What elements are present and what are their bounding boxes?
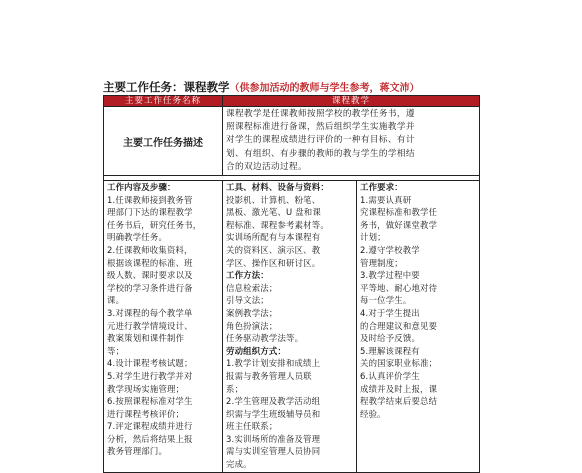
requirement-line: 及时给予反馈。 [360,333,421,344]
organization-list [226,357,354,470]
work-step-line: 教学现场实施管理； [107,383,185,394]
details-row [104,181,480,473]
organization-line: 2.学生管理及教学活动组 [226,396,321,407]
description-line: 照课程标准进行备课，然后组织学生实施教学并 [226,122,415,133]
requirement-line: 1.需要认真研 [360,194,412,205]
requirement-line: 4.对于学生提出 [360,307,420,318]
requirement-line: 5.理解该课程有 [360,345,420,356]
method-line: 案例教学法； [226,307,278,318]
work-step-line: 6.按照课程标准对学生 [107,396,193,407]
work-step-line: 分析，然后将结果上报 [107,433,193,444]
work-step-line: 任务书后，研究任务书， [107,219,202,230]
tools-line: 程标准、课程参考素材等。 [226,219,329,230]
organization-line: 完成。 [226,459,252,470]
work-step-line: 4.设计课程考核试题； [107,358,193,369]
tools-line: 关的资料区、演示区、教 [226,244,321,255]
organization-line: 3.实训场所的准备及管理 [226,433,321,444]
requirement-line: 经验。 [360,408,386,419]
organization-line: 织需与学生班级辅导员和 [226,408,321,419]
work-step-line: 2.任课教师收集资料， [107,244,193,255]
description-line: 合的双边活动过程。 [226,161,307,172]
method-line: 任务驱动教学法等。 [226,333,304,344]
tools-line: 投影机、计算机、粉笔、 [226,194,321,205]
work-steps-cell [104,181,223,473]
requirement-line: 平等地、耐心地对待 [360,282,438,293]
organization-line: 系； [226,383,244,394]
requirement-line: 务书，做好课堂教学 [360,219,438,230]
description-row [104,107,480,176]
work-step-line: 级人数、课时要求以及 [107,270,193,281]
requirements-list [360,194,477,421]
description-text [223,107,480,176]
title-note: （供参加活动的教师与学生参考，蒋文沛） [229,83,420,94]
requirement-line: 2.遵守学校教学 [360,244,420,255]
work-step-line: 教务管理部门。 [107,446,168,457]
organization-line: 班主任联系； [226,421,278,432]
title-prefix: 主要工作任务：课程教学 [103,80,230,94]
page-title [103,80,483,96]
work-step-line: 1.任课教师接到教务管 [107,194,193,205]
requirements-cell [357,181,480,473]
requirement-line: 计划； [360,232,386,243]
method-line: 角色扮演法； [226,320,278,331]
work-step-line: 根据该课程的标准、班 [107,257,193,268]
work-step-line: 教案策划和课件制作 [107,333,185,344]
work-step-line: 3.对课程的每个教学单 [107,307,193,318]
tools-line: 学区、操作区和研讨区。 [226,257,321,268]
description-line: 划、有组织、有步骤的教师的教与学生的学相结 [226,148,415,159]
work-steps-heading: 工作内容及步骤： [107,182,176,192]
tools-line: 黑板、激光笔、U 盘和课 [226,207,321,218]
tools-cell [223,181,357,473]
header-task-name: 主要工作任务名称 [104,96,223,107]
work-steps-list [107,194,220,458]
description-line: 对学生的课程成绩进行评价的一种有目标、有计 [226,135,415,146]
requirement-line: 关的国家职业标准； [360,358,438,369]
methods-list [226,282,354,345]
method-line: 引导文法； [226,295,269,306]
method-line: 信息检索法； [226,282,278,293]
requirement-line: 3.教学过程中要 [360,270,420,281]
requirement-line: 程教学结束后要总结 [360,396,438,407]
tools-heading: 工具、材料、设备与资料： [226,182,329,192]
tools-list [226,194,354,270]
requirement-line: 每一位学生。 [360,295,412,306]
work-step-line: 课。 [107,295,125,306]
requirement-line: 管理制度； [360,257,403,268]
task-table [103,95,480,473]
organization-line: 报需与教务管理人员联 [226,370,312,381]
work-step-line: 进行课程考核评价； [107,408,185,419]
requirement-line: 成绩并及时上报，课 [360,383,438,394]
description-label: 主要工作任务描述 [104,107,223,176]
methods-heading: 工作方法： [226,270,269,281]
header-task-value: 课程教学 [223,96,480,107]
organization-line: 需与实训室管理人员协同 [226,446,321,457]
work-step-line: 7.评定课程成绩并进行 [107,421,193,432]
requirement-line: 究课程标准和教学任 [360,207,438,218]
tools-line: 实训场所配有与本课程有 [226,232,321,243]
work-step-line: 明确教学任务。 [107,232,168,243]
organization-line: 1.教学计划安排和成绩上 [226,358,321,369]
work-step-line: 学校的学习条件进行备 [107,282,193,293]
work-step-line: 理部门下达的课程教学 [107,207,193,218]
work-step-line: 元进行教学情境设计、 [107,320,193,331]
requirements-heading: 工作要求： [360,182,403,192]
table-header-row [104,96,480,107]
work-step-line: 5.对学生进行教学并对 [107,370,193,381]
description-line: 课程教学是任课教师按照学校的教学任务书，遵 [226,109,415,119]
work-step-line: 等； [107,345,125,356]
organization-heading: 劳动组织方式： [226,345,287,356]
requirement-line: 6.认真评价学生 [360,370,420,381]
requirement-line: 的合理建议和意见要 [360,320,438,331]
